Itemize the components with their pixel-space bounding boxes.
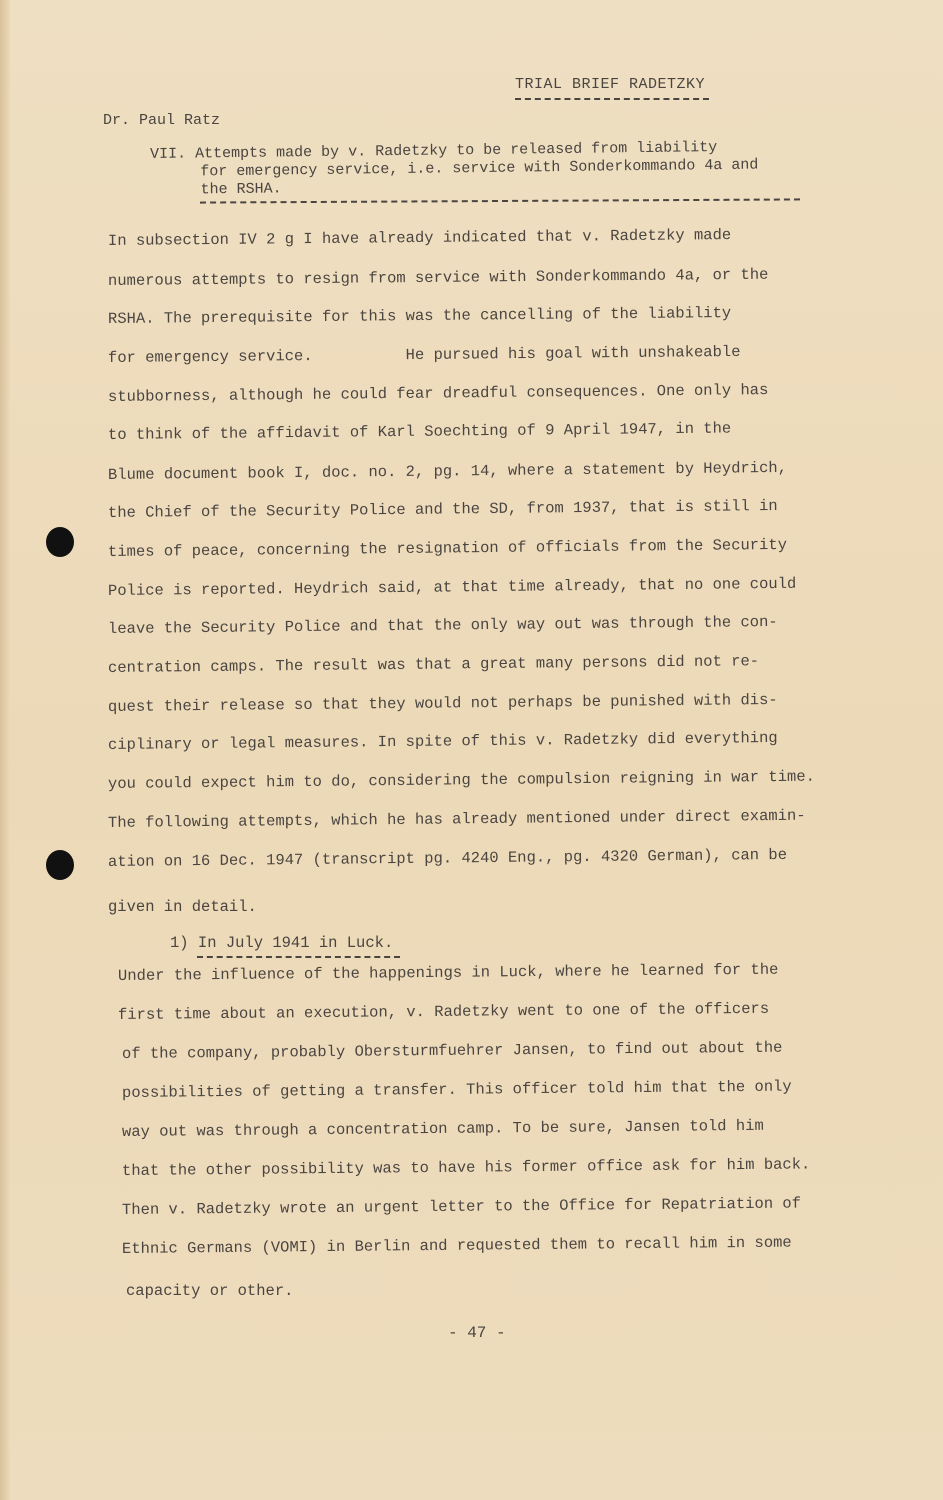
body-line: The following attempts, which he has already mentioned under direct examin- bbox=[107, 806, 806, 832]
body-line: for emergency service. He pursued his goal with unshakeable bbox=[107, 342, 741, 367]
body-line: In subsection IV 2 g I have already indicated that v. Radetzky made bbox=[107, 226, 732, 250]
body-line: that the other possibility was to have his former office ask for him back. bbox=[121, 1155, 811, 1180]
page-edge bbox=[0, 0, 10, 1500]
section-title-line: for emergency service, i.e. service with Sonderkommando 4a and bbox=[200, 156, 759, 181]
page-number: - 47 - bbox=[448, 1324, 506, 1342]
section-title-line: the RSHA. bbox=[200, 180, 282, 199]
body-line: leave the Security Police and that the only way out was through the con- bbox=[107, 612, 778, 638]
section-number: VII. bbox=[150, 145, 187, 163]
body-line: Ethnic Germans (VOMI) in Berlin and requested them to recall him in some bbox=[121, 1233, 792, 1258]
punch-hole bbox=[46, 527, 74, 557]
body-line: capacity or other. bbox=[126, 1282, 294, 1300]
header-underline bbox=[515, 98, 709, 100]
body-line: Then v. Radetzky wrote an urgent letter to the Office for Repatriation of bbox=[121, 1194, 802, 1219]
author-name: Dr. Paul Ratz bbox=[103, 112, 221, 129]
document-header: TRIAL BRIEF RADETZKY bbox=[515, 76, 706, 93]
section-heading bbox=[150, 138, 811, 200]
body-line: given in detail. bbox=[108, 898, 257, 916]
body-line: ciplinary or legal measures. In spite of this v. Radetzky did everything bbox=[107, 728, 778, 754]
body-line: first time about an execution, v. Radetzky went to one of the officers bbox=[117, 999, 770, 1024]
body-line: of the company, probably Obersturmfuehrer Jansen, to find out about the bbox=[121, 1038, 783, 1063]
body-line: you could expect him to do, considering the compulsion reigning in war time. bbox=[107, 767, 815, 793]
body-line: quest their release so that they would not perhaps be punished with dis- bbox=[107, 690, 778, 716]
section-underline bbox=[200, 198, 800, 203]
body-line: Under the influence of the happenings in Luck, where he learned for the bbox=[117, 960, 779, 985]
body-line: ation on 16 Dec. 1947 (transcript pg. 4240 Eng., pg. 4320 German), can be bbox=[107, 845, 788, 871]
body-line: stubborness, although he could fear dreadful consequences. One only has bbox=[107, 381, 769, 406]
section-title-line: Attempts made by v. Radetzky to be released from liability bbox=[195, 139, 718, 163]
body-line: possibilities of getting a transfer. This officer told him that the only bbox=[121, 1077, 792, 1102]
subsection-heading bbox=[170, 934, 393, 952]
body-line: way out was through a concentration camp. To be sure, Jansen told him bbox=[121, 1116, 764, 1141]
body-line: numerous attempts to resign from service with Sonderkommando 4a, or the bbox=[107, 265, 769, 290]
subsection-title: In July 1941 in Luck. bbox=[197, 934, 394, 952]
subsection-number: 1) bbox=[170, 934, 189, 952]
body-line: the Chief of the Security Police and the SD, from 1937, that is still in bbox=[107, 496, 778, 522]
subsection-underline bbox=[197, 956, 400, 958]
body-line: centration camps. The result was that a great many persons did not re- bbox=[107, 652, 760, 677]
body-line: Police is reported. Heydrich said, at that time already, that no one could bbox=[107, 574, 797, 600]
body-line: RSHA. The prerequisite for this was the cancelling of the liability bbox=[107, 304, 732, 328]
body-line: times of peace, concerning the resignation of officials from the Security bbox=[107, 535, 788, 561]
punch-hole bbox=[46, 850, 74, 880]
body-line: to think of the affidavit of Karl Soechting of 9 April 1947, in the bbox=[107, 419, 732, 444]
body-line: Blume document book I, doc. no. 2, pg. 14, where a statement by Heydrich, bbox=[107, 458, 788, 484]
